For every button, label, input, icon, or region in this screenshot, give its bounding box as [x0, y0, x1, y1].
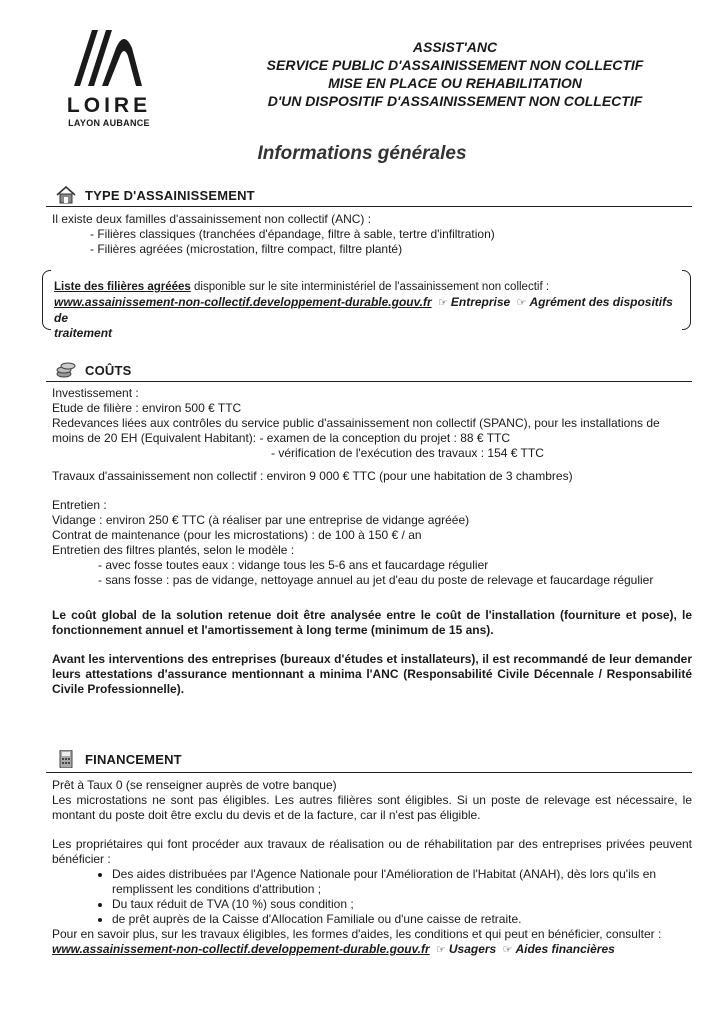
- couts-line: - sans fosse : pas de vidange, nettoyage annuel au jet d'eau du poste de relevage et faucardage régulier: [98, 573, 654, 587]
- pointing-hand-icon: ☞: [516, 297, 527, 309]
- pointing-hand-icon: ☞: [435, 944, 446, 956]
- couts-line: moins de 20 EH (Equivalent Habitant): - examen de la conception du projet : 88 € TTC: [52, 431, 511, 445]
- logo-sub-text: LAYON AUBANCE: [68, 118, 150, 128]
- section-heading-couts: [55, 357, 132, 379]
- header-line: SERVICE PUBLIC D'ASSAINISSEMENT NON COLLECTIF: [266, 57, 644, 73]
- couts-line: Etude de filière : environ 500 € TTC: [52, 401, 242, 415]
- header-line: D'UN DISPOSITIF D'ASSAINISSEMENT NON COLLECTIF: [267, 93, 643, 109]
- couts-line: Entretien :: [52, 498, 107, 512]
- financement-content: [52, 778, 692, 958]
- fin-paragraph: Les microstations ne sont pas éligibles. Les autres filières sont éligibles. Si un poste de relevage est nécessaire, le montant du poste doit être exclu du devis et de la facture, car il n'est pas éligible.: [52, 793, 692, 822]
- fin-bullet-list: [52, 867, 692, 927]
- couts-line: Vidange : environ 250 € TTC (à réaliser par une entreprise de vidange agréée): [52, 513, 470, 527]
- couts-line: - avec fosse toutes eaux : vidange tous les 5-6 ans et faucardage régulier: [98, 558, 489, 572]
- section-divider: [46, 381, 692, 382]
- list-item: • Du taux réduit de TVA (10 %) sous condition ;: [112, 897, 692, 912]
- section-heading-type: [55, 182, 255, 204]
- section-title: TYPE D'ASSAINISSEMENT: [85, 188, 255, 203]
- couts-line: - vérification de l'exécution des travaux : 154 € TTC: [271, 446, 544, 460]
- pointing-hand-icon: ☞: [502, 944, 513, 956]
- couts-line: Travaux d'assainissement non collectif : environ 9 000 € TTC (pour une habitation de 3 chambres): [52, 469, 573, 483]
- agreed-list-text: disponible sur le site interministériel de l'assainissement non collectif :: [190, 281, 550, 293]
- type-intro: Il existe deux familles d'assainissement non collectif (ANC) :: [52, 212, 372, 226]
- couts-line: Redevances liées aux contrôles du service public d'assainissement non collectif (SPANC), pour les installations de: [52, 416, 660, 430]
- section-title: COÛTS: [85, 363, 132, 378]
- couts-line: Investissement :: [52, 386, 139, 400]
- nav-traitement: traitement: [54, 326, 113, 340]
- couts-line: Entretien des filtres plantés, selon le modèle :: [52, 543, 295, 557]
- type-content: [52, 212, 692, 257]
- nav-entreprise: Entreprise: [450, 295, 511, 309]
- couts-line: Contrat de maintenance (pour les microstations) : de 100 à 150 € / an: [52, 528, 422, 542]
- header-line: ASSIST'ANC: [412, 39, 498, 55]
- website-link[interactable]: www.assainissement-non-collectif.developpement-durable.gouv.fr: [54, 295, 432, 309]
- section-divider: [46, 772, 692, 773]
- website-link[interactable]: www.assainissement-non-collectif.developpement-durable.gouv.fr: [52, 942, 430, 956]
- fin-more: Pour en savoir plus, sur les travaux éligibles, les formes d'aides, les conditions et qui peut en bénéficier, consulter :: [52, 927, 662, 941]
- list-item: • de prêt auprès de la Caisse d'Allocation Familiale ou d'une caisse de retraite.: [112, 912, 692, 927]
- logo-main-text: LOIRE: [66, 94, 152, 117]
- agreed-list-box: [54, 280, 686, 341]
- nav-usagers: Usagers: [448, 942, 497, 956]
- agreed-list-link[interactable]: Liste des filières agréées: [54, 281, 191, 293]
- couts-note-global: Le coût global de la solution retenue doit être analysée entre le coût de l'installation (fourniture et pose), le fonctionnement annuel et l'amortissement à long terme (minimum de 15 ans).: [52, 608, 692, 637]
- nav-aides: Aides financières: [515, 942, 615, 956]
- section-title: FINANCEMENT: [85, 752, 182, 767]
- logo: [44, 26, 174, 132]
- fin-paragraph: Les propriétaires qui font procéder aux travaux de réalisation ou de réhabilitation par des entreprises privées peuvent bénéficier :: [52, 837, 692, 866]
- calculator-icon: [55, 750, 77, 768]
- type-item: - Filières agréées (microstation, filtre compact, filtre planté): [90, 242, 403, 256]
- section-divider: [46, 206, 692, 207]
- logo-mark: [44, 26, 174, 92]
- box-bracket-left: [42, 270, 51, 330]
- type-item: - Filières classiques (tranchées d'épandage, filtre à sable, tertre d'infiltration): [90, 227, 495, 241]
- list-item: • Des aides distribuées par l'Agence Nationale pour l'Amélioration de l'Habitat (ANAH), dès lors qu'ils en remplissent les conditions d'attribution ;: [112, 867, 692, 897]
- header-line: MISE EN PLACE OU REHABILITATION: [328, 75, 582, 91]
- fin-line: Prêt à Taux 0 (se renseigner auprès de votre banque): [52, 778, 337, 792]
- couts-note-insurance: Avant les interventions des entreprises (bureaux d'études et installateurs), il est recommandé de leur demander leurs attestations d'assurance mentionnant a minima l'ANC (Responsabilité Civile Décennale / Responsabilité Civile Professionnelle).: [52, 652, 692, 696]
- pointing-hand-icon: ☞: [437, 297, 448, 309]
- nav-agrement: Agrément des dispositifs de: [54, 295, 673, 325]
- coins-icon: [55, 361, 77, 379]
- page-title: Informations générales: [257, 143, 467, 164]
- header-titles: [228, 38, 682, 110]
- couts-content: [52, 386, 692, 697]
- section-heading-financement: [55, 746, 182, 768]
- house-icon: [55, 186, 77, 204]
